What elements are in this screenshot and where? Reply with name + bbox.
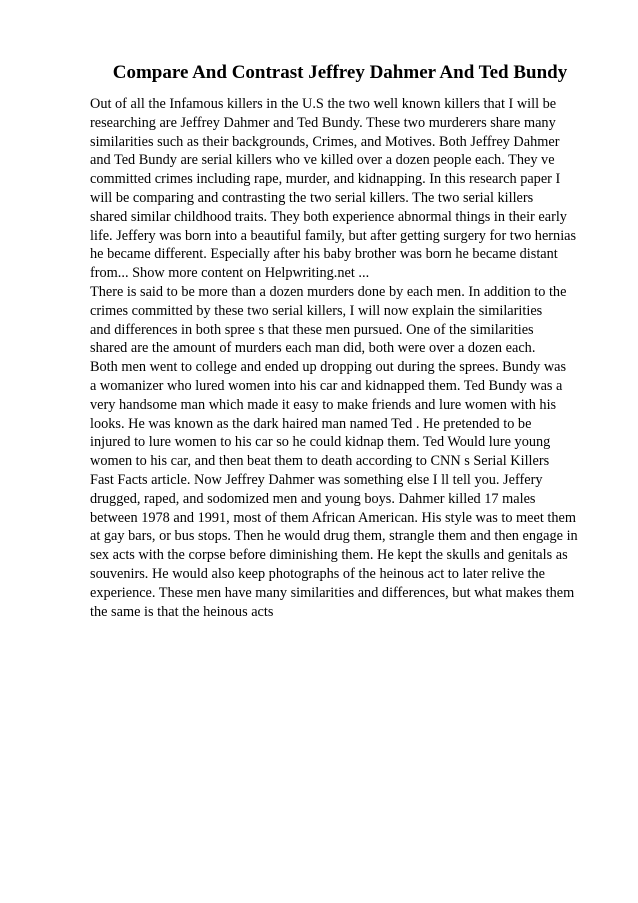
body-line: and differences in both spree s that these men pursued. One of the similarities (90, 321, 534, 338)
body-line: the same is that the heinous acts (90, 603, 274, 620)
body-line: crimes committed by these two serial killers, I will now explain the similarities (90, 302, 543, 319)
body-line: looks. He was known as the dark haired man named Ted . He pretended to be (90, 415, 532, 432)
body-line: and Ted Bundy are serial killers who ve killed over a dozen people each. They ve (90, 152, 555, 169)
document-body (90, 95, 600, 621)
body-line: will be comparing and contrasting the two serial killers. The two serial killers (90, 189, 534, 206)
body-line: life. Jeffery was born into a beautiful family, but after getting surgery for two hernias (90, 227, 577, 244)
body-line: souvenirs. He would also keep photographs of the heinous act to later relive the (90, 565, 545, 582)
body-line: injured to lure women to his car so he could kidnap them. Ted Would lure young (90, 434, 551, 451)
document-title: Compare And Contrast Jeffrey Dahmer And Ted Bundy (112, 62, 568, 83)
body-line: committed crimes including rape, murder, and kidnapping. In this research paper I (90, 171, 561, 188)
body-line: Out of all the Infamous killers in the U.S the two well known killers that I will be (90, 96, 557, 112)
body-line: shared similar childhood traits. They both experience abnormal things in their early (90, 208, 567, 225)
body-line: researching are Jeffrey Dahmer and Ted Bundy. These two murderers share many (90, 114, 556, 131)
body-line: experience. These men have many similarities and differences, but what makes them (90, 584, 575, 601)
body-line: Fast Facts article. Now Jeffrey Dahmer was something else I ll tell you. Jeffery (90, 471, 543, 488)
body-line: at gay bars, or bus stops. Then he would drug them, strangle them and then engage in (90, 528, 578, 545)
body-line: Both men went to college and ended up dropping out during the sprees. Bundy was (90, 359, 567, 376)
body-line: between 1978 and 1991, most of them African American. His style was to meet them (90, 509, 576, 526)
body-line: similarities such as their backgrounds, Crimes, and Motives. Both Jeffrey Dahmer (90, 133, 560, 150)
body-line: shared are the amount of murders each man did, both were over a dozen each. (90, 340, 536, 357)
body-line: a womanizer who lured women into his car and kidnapped them. Ted Bundy was a (90, 377, 563, 394)
body-line: There is said to be more than a dozen murders done by each men. In addition to the (90, 283, 567, 300)
show-more-line: from... Show more content on Helpwriting.net ... (90, 265, 370, 282)
body-line: drugged, raped, and sodomized men and young boys. Dahmer killed 17 males (90, 490, 536, 507)
body-line: sex acts with the corpse before diminishing them. He kept the skulls and genitals as (90, 547, 568, 564)
body-line: very handsome man which made it easy to make friends and lure women with his (90, 396, 557, 413)
body-line: he became different. Especially after his baby brother was born he became distant (90, 246, 558, 263)
body-line: women to his car, and then beat them to death according to CNN s Serial Killers (90, 453, 550, 470)
